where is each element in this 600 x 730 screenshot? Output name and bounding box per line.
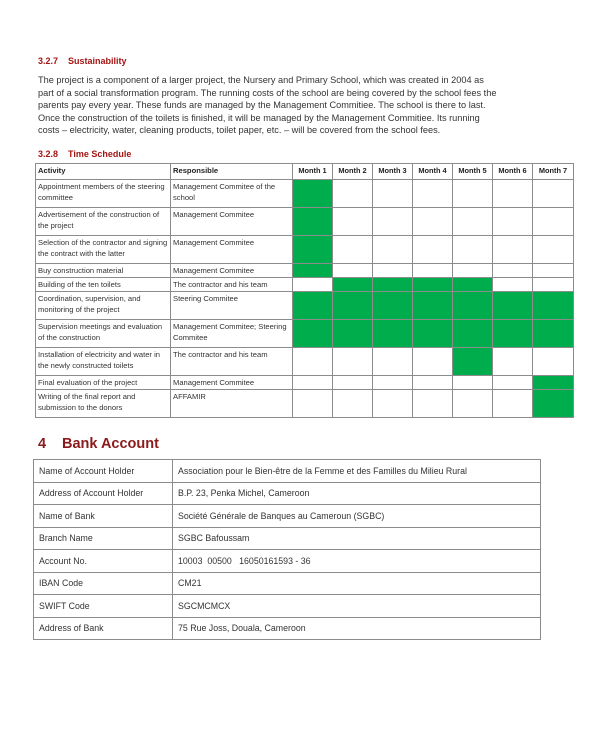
month-cell-empty <box>493 236 533 264</box>
month-cell-empty <box>333 264 373 278</box>
month-cell-empty <box>533 348 574 376</box>
field-value: SGBC Bafoussam <box>173 527 541 550</box>
month-cell-empty <box>333 348 373 376</box>
section-title: Bank Account <box>62 436 159 452</box>
responsible-cell: Management Commitee; Steering Commitee <box>171 320 293 348</box>
month-cell-empty <box>453 180 493 208</box>
month-cell-empty <box>373 180 413 208</box>
month-cell-active <box>453 278 493 292</box>
field-label: Address of Bank <box>34 617 173 640</box>
month-cell-empty <box>493 180 533 208</box>
month-cell-active <box>333 320 373 348</box>
month-cell-empty <box>533 180 574 208</box>
field-value: B.P. 23, Penka Michel, Cameroon <box>173 482 541 505</box>
month-cell-active <box>533 320 574 348</box>
month-cell-active <box>453 320 493 348</box>
column-header-month: Month 3 <box>373 164 413 180</box>
month-cell-empty <box>493 390 533 418</box>
month-cell-empty <box>533 278 574 292</box>
month-cell-empty <box>413 348 453 376</box>
field-label: Address of Account Holder <box>34 482 173 505</box>
field-label: Branch Name <box>34 527 173 550</box>
activity-cell: Installation of electricity and water in the newly constructed toilets <box>36 348 171 376</box>
table-row <box>36 390 574 418</box>
month-cell-empty <box>293 348 333 376</box>
month-cell-empty <box>333 390 373 418</box>
month-cell-empty <box>453 208 493 236</box>
activity-cell: Buy construction material <box>36 264 171 278</box>
month-cell-empty <box>373 348 413 376</box>
activity-cell: Appointment members of the steering committee <box>36 180 171 208</box>
month-cell-active <box>333 278 373 292</box>
month-cell-active <box>453 292 493 320</box>
table-row <box>36 348 574 376</box>
column-header-activity: Activity <box>36 164 171 180</box>
month-cell-empty <box>293 278 333 292</box>
activity-cell: Advertisement of the construction of the project <box>36 208 171 236</box>
month-cell-empty <box>493 278 533 292</box>
table-row <box>36 208 574 236</box>
month-cell-empty <box>413 236 453 264</box>
responsible-cell: Management Commitee of the school <box>171 180 293 208</box>
column-header-month: Month 4 <box>413 164 453 180</box>
month-cell-empty <box>453 264 493 278</box>
table-row <box>36 180 574 208</box>
field-label: IBAN Code <box>34 572 173 595</box>
month-cell-active <box>373 320 413 348</box>
field-label: SWIFT Code <box>34 595 173 618</box>
section-number: 3.2.8 <box>38 149 59 159</box>
table-row <box>34 550 541 573</box>
table-row <box>36 264 574 278</box>
section-number: 4 <box>38 436 47 452</box>
month-cell-active <box>293 320 333 348</box>
paragraph-line: Once the construction of the toilets is finished, it will be managed by the Management Commitiee. Its running <box>38 112 480 123</box>
activity-cell: Final evaluation of the project <box>36 376 171 390</box>
month-cell-active <box>413 320 453 348</box>
time-schedule-table <box>35 163 574 418</box>
month-cell-empty <box>333 236 373 264</box>
month-cell-empty <box>453 236 493 264</box>
month-cell-active <box>493 320 533 348</box>
field-value: SGCMCMCX <box>173 595 541 618</box>
month-cell-active <box>533 292 574 320</box>
month-cell-empty <box>373 390 413 418</box>
month-cell-active <box>293 180 333 208</box>
table-row <box>36 376 574 390</box>
column-header-month: Month 6 <box>493 164 533 180</box>
table-row <box>34 595 541 618</box>
table-row <box>34 617 541 640</box>
month-cell-empty <box>373 208 413 236</box>
section-heading-bank-account <box>38 436 159 452</box>
table-row <box>36 236 574 264</box>
paragraph-line: costs – electricity, water, cleaning products, toilet paper, etc. – will be covered from the school fees. <box>38 125 441 136</box>
month-cell-active <box>413 278 453 292</box>
responsible-cell: The contractor and his team <box>171 348 293 376</box>
field-value: CM21 <box>173 572 541 595</box>
activity-cell: Building of the ten toilets <box>36 278 171 292</box>
table-header-row <box>36 164 574 180</box>
table-row <box>34 572 541 595</box>
month-cell-empty <box>453 390 493 418</box>
field-value: 10003 00500 16050161593 - 36 <box>173 550 541 573</box>
month-cell-empty <box>493 348 533 376</box>
month-cell-empty <box>493 208 533 236</box>
month-cell-empty <box>373 236 413 264</box>
field-label: Account No. <box>34 550 173 573</box>
month-cell-empty <box>293 390 333 418</box>
month-cell-empty <box>373 376 413 390</box>
activity-cell: Supervision meetings and evaluation of the construction <box>36 320 171 348</box>
responsible-cell: Management Commitee <box>171 376 293 390</box>
month-cell-empty <box>373 264 413 278</box>
month-cell-active <box>293 236 333 264</box>
month-cell-active <box>373 278 413 292</box>
month-cell-empty <box>333 376 373 390</box>
responsible-cell: Steering Commitee <box>171 292 293 320</box>
table-row <box>34 527 541 550</box>
month-cell-active <box>293 292 333 320</box>
field-value: 75 Rue Joss, Douala, Cameroon <box>173 617 541 640</box>
sustainability-paragraph <box>38 74 568 137</box>
section-number: 3.2.7 <box>38 56 59 66</box>
month-cell-empty <box>413 264 453 278</box>
column-header-month: Month 1 <box>293 164 333 180</box>
field-label: Name of Bank <box>34 505 173 528</box>
month-cell-active <box>493 292 533 320</box>
month-cell-empty <box>493 376 533 390</box>
table-row <box>34 505 541 528</box>
month-cell-empty <box>293 376 333 390</box>
month-cell-empty <box>533 208 574 236</box>
field-label: Name of Account Holder <box>34 460 173 483</box>
section-heading-time-schedule <box>38 149 131 159</box>
month-cell-active <box>293 208 333 236</box>
month-cell-empty <box>533 264 574 278</box>
section-title: Time Schedule <box>68 149 132 159</box>
month-cell-empty <box>453 376 493 390</box>
responsible-cell: AFFAMIR <box>171 390 293 418</box>
field-value: Association pour le Bien-être de la Femme et des Familles du Milieu Rural <box>173 460 541 483</box>
responsible-cell: Management Commitee <box>171 264 293 278</box>
month-cell-empty <box>413 208 453 236</box>
table-row <box>36 320 574 348</box>
paragraph-line: part of a social transformation program. The running costs of the school are being covered by the school fees the <box>38 87 497 98</box>
month-cell-empty <box>413 376 453 390</box>
table-row <box>36 292 574 320</box>
month-cell-empty <box>333 180 373 208</box>
section-heading-sustainability <box>38 56 127 66</box>
month-cell-empty <box>493 264 533 278</box>
paragraph-line: parents pay every year. These funds are managed by the Management Commitiee. The school is there to last. <box>38 100 486 111</box>
table-row <box>34 482 541 505</box>
column-header-month: Month 2 <box>333 164 373 180</box>
column-header-month: Month 5 <box>453 164 493 180</box>
month-cell-empty <box>413 180 453 208</box>
responsible-cell: Management Commitee <box>171 208 293 236</box>
month-cell-empty <box>413 390 453 418</box>
month-cell-active <box>453 348 493 376</box>
month-cell-active <box>373 292 413 320</box>
section-title: Sustainability <box>68 56 127 66</box>
activity-cell: Coordination, supervision, and monitoring of the project <box>36 292 171 320</box>
bank-account-table <box>33 459 541 640</box>
paragraph-line: The project is a component of a larger project, the Nursery and Primary School, which was created in 2004 as <box>38 75 484 85</box>
field-value: Société Générale de Banques au Cameroun (SGBC) <box>173 505 541 528</box>
month-cell-empty <box>533 236 574 264</box>
responsible-cell: Management Commitee <box>171 236 293 264</box>
responsible-cell: The contractor and his team <box>171 278 293 292</box>
column-header-responsible: Responsible <box>171 164 293 180</box>
month-cell-active <box>533 390 574 418</box>
month-cell-active <box>333 292 373 320</box>
table-row <box>34 460 541 483</box>
month-cell-empty <box>333 208 373 236</box>
activity-cell: Writing of the final report and submission to the donors <box>36 390 171 418</box>
column-header-month: Month 7 <box>533 164 574 180</box>
month-cell-active <box>413 292 453 320</box>
month-cell-active <box>533 376 574 390</box>
month-cell-active <box>293 264 333 278</box>
table-row <box>36 278 574 292</box>
activity-cell: Selection of the contractor and signing the contract with the latter <box>36 236 171 264</box>
